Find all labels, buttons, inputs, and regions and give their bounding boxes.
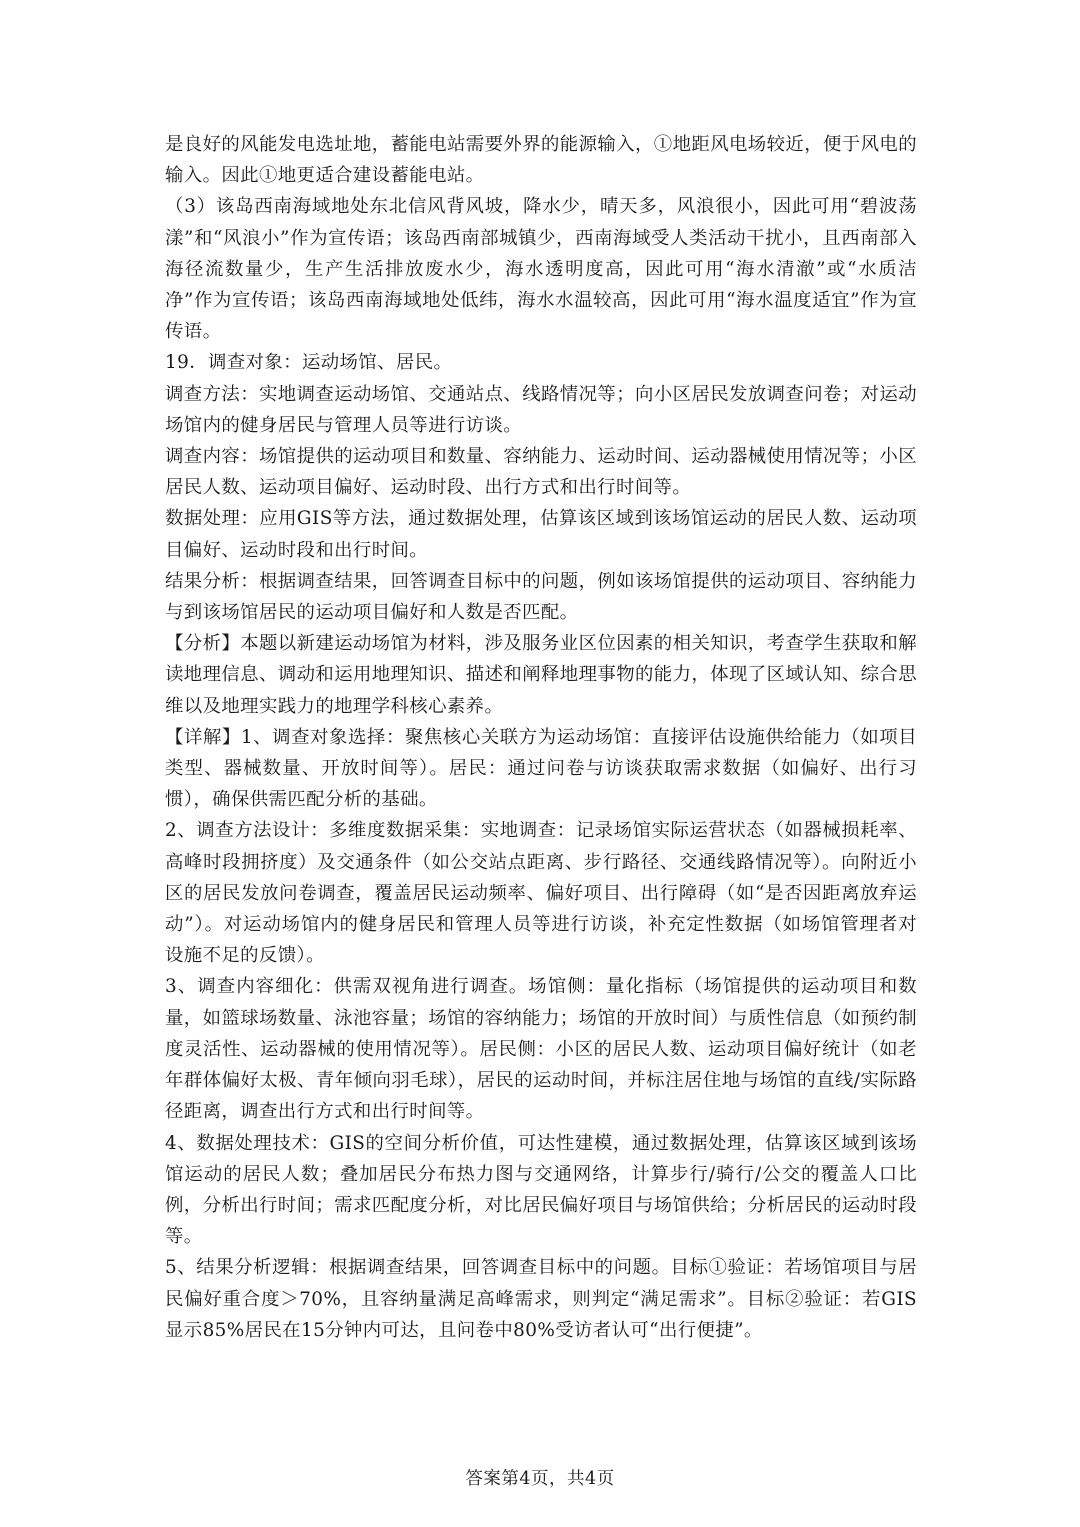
paragraph-survey-content: 调查内容：场馆提供的运动项目和数量、容纳能力、运动时间、运动器械使用情况等；小区居民人数、运动项目偏好、运动时段、出行方式和出行时间等。 xyxy=(165,446,917,499)
paragraph-slogans: （3）该岛西南海域地处东北信风背风坡，降水少，晴天多，风浪很小，因此可用“碧波荡漾”和“风浪小”作为宣传语；该岛西南部城镇少，西南海域受人类活动干扰小，且西南部入海径流数量少，生产生活排放废水少，海水透明度高，因此可用“海水清澈”或“水质洁净”作为宣传语；该岛西南海域地处低纬，海水水温较高，因此可用“海水温度适宜”作为宣传语。 xyxy=(165,196,917,343)
paragraph-detail-1: 【详解】1、调查对象选择：聚焦核心关联方为运动场馆：直接评估设施供给能力（如项目类型、器械数量、开放时间等）。居民：通过问卷与访谈获取需求数据（如偏好、出行习惯），确保供需匹配分析的基础。 xyxy=(165,726,917,811)
paragraph-detail-5: 5、结果分析逻辑：根据调查结果，回答调查目标中的问题。目标①验证：若场馆项目与居民偏好重合度＞70%，且容纳量满足高峰需求，则判定“满足需求”。目标②验证：若GIS显示85%居民在15分钟内可达，且问卷中80%受访者认可“出行便捷”。 xyxy=(165,1257,917,1341)
page-footer: 答案第4页，共4页 xyxy=(465,1469,615,1489)
paragraph-detail-4: 4、数据处理技术：GIS的空间分析价值，可达性建模，通过数据处理，估算该区域到该场馆运动的居民人数；叠加居民分布热力图与交通网络，计算步行/骑行/公交的覆盖人口比例，分析出行时间；需求匹配度分析，对比居民偏好项目与场馆供给；分析居民的运动时段等。 xyxy=(165,1132,917,1248)
paragraph-survey-methods: 调查方法：实地调查运动场馆、交通站点、线路情况等；向小区居民发放调查问卷；对运动场馆内的健身居民与管理人员等进行访谈。 xyxy=(165,383,917,436)
paragraph-detail-2: 2、调查方法设计：多维度数据采集：实地调查：记录场馆实际运营状态（如器械损耗率、高峰时段拥挤度）及交通条件（如公交站点距离、步行路径、交通线路情况等）。向附近小区的居民发放问卷调查，覆盖居民运动频率、偏好项目、出行障碍（如“是否因距离放弃运动”）。对运动场馆内的健身居民和管理人员等进行访谈，补充定性数据（如场馆管理者对设施不足的反馈）。 xyxy=(165,820,917,967)
paragraph-result-analysis: 结果分析：根据调查结果，回答调查目标中的问题，例如该场馆提供的运动项目、容纳能力与到该场馆居民的运动项目偏好和人数是否匹配。 xyxy=(165,570,917,624)
paragraph-analysis: 【分析】本题以新建运动场馆为材料，涉及服务业区位因素的相关知识，考查学生获取和解读地理信息、调动和运用地理知识、描述和阐释地理事物的能力，体现了区域认知、综合思维以及地理实践力的地理学科核心素养。 xyxy=(165,633,917,717)
paragraph-q19-objects: 19．调查对象：运动场馆、居民。 xyxy=(165,352,453,374)
paragraph-wind-power-conclusion: 是良好的风能发电选址地，蓄能电站需要外界的能源输入，①地距风电场较近，便于风电的输入。因此①地更适合建设蓄能电站。 xyxy=(165,134,917,187)
answer-body xyxy=(165,129,917,1346)
paragraph-detail-3: 3、调查内容细化：供需双视角进行调查。场馆侧：量化指标（场馆提供的运动项目和数量，如篮球场数量、泳池容量；场馆的容纳能力；场馆的开放时间）与质性信息（如预约制度灵活性、运动器械的使用情况等）。居民侧：小区的居民人数、运动项目偏好统计（如老年群体偏好太极、青年倾向羽毛球），居民的运动时间，并标注居住地与场馆的直线/实际路径距离，调查出行方式和出行时间等。 xyxy=(165,976,917,1123)
paragraph-data-processing: 数据处理：应用GIS等方法，通过数据处理，估算该区域到该场馆运动的居民人数、运动项目偏好、运动时段和出行时间。 xyxy=(165,508,917,561)
